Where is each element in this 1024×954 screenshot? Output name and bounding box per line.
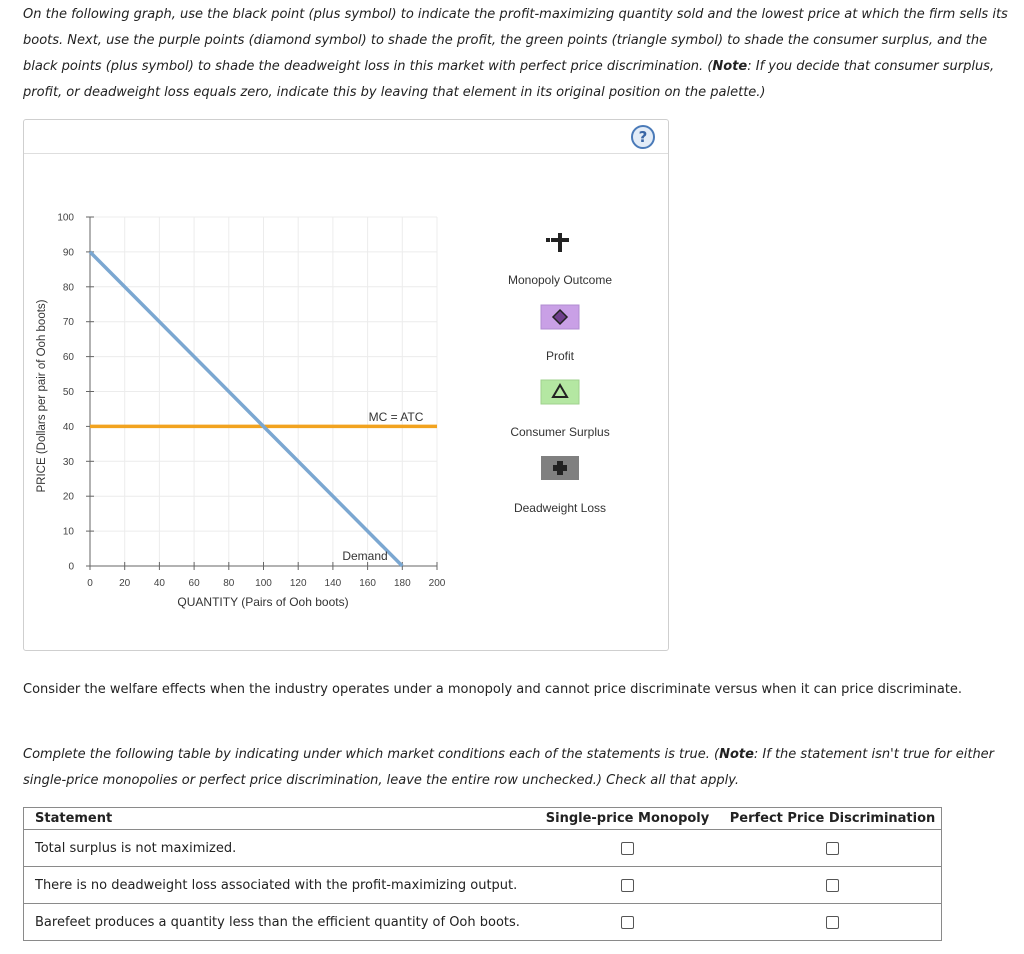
checkbox-perfect-discrimination-row-2[interactable] [826,879,839,892]
y-tick-label: 20 [62,491,74,503]
checkbox-single-price-row-2[interactable] [621,879,634,892]
y-tick-label: 70 [62,317,74,329]
graph-canvas[interactable] [24,120,668,650]
x-tick-label: 0 [87,578,93,589]
x-axis-label: QUANTITY (Pairs of Ooh boots) [177,595,349,609]
x-tick-label: 180 [393,578,411,589]
table-row [24,867,942,904]
demand-label: Demand [342,549,388,563]
axes [86,217,437,570]
palette-profit[interactable] [541,305,579,363]
x-tick-label: 40 [153,578,165,589]
palette-label-profit: Profit [545,349,575,363]
table-instructions-note-text: : If the statement isn't true for either single-price monopolies or perfect price discrimination, leave the entire row unchecked.) Check all that apply. [23,747,995,788]
header-perfect-price-discrimination: Perfect Price Discrimination [724,808,942,830]
statement-text: There is no deadweight loss associated with the profit-maximizing output. [24,867,532,904]
x-tick-label: 20 [119,578,131,589]
y-tick-label: 0 [68,561,74,573]
x-tick-label: 160 [359,578,376,589]
header-single-price-monopoly: Single-price Monopoly [531,808,724,830]
palette-monopoly-outcome[interactable] [508,233,612,287]
table-instructions [23,742,1013,794]
cell-perfect-discrimination [724,904,942,941]
instructions-note-text: : If you decide that consumer surplus, profit, or deadweight loss equals zero, indicate this by leaving that element in its original position on the palette.) [23,59,995,100]
palette-deadweight-loss[interactable] [514,456,606,515]
x-tick-label: 120 [289,578,307,589]
table-row [24,904,942,941]
palette-label-monopoly-outcome: Monopoly Outcome [507,273,613,287]
instructions [23,2,1018,106]
y-axis-label: PRICE (Dollars per pair of Ooh boots) [36,299,48,493]
x-tick-label: 200 [428,578,446,589]
y-tick-label: 90 [62,247,74,259]
welfare-text: Consider the welfare effects when the industry operates under a monopoly and cannot price discriminate versus when it can price discriminate. [23,682,963,697]
cell-single-price [531,867,724,904]
y-tick-labels [57,213,74,573]
y-tick-label: 80 [62,282,74,294]
checkbox-single-price-row-1[interactable] [621,842,634,855]
checkbox-perfect-discrimination-row-1[interactable] [826,842,839,855]
graph-panel [23,119,669,651]
checkbox-single-price-row-3[interactable] [621,916,634,929]
y-tick-label: 100 [57,212,74,224]
plus-point-icon-h[interactable] [551,238,569,242]
mc-atc-label: MC = ATC [368,410,424,424]
cell-perfect-discrimination [724,830,942,867]
table-note-label: Note [719,747,754,762]
palette [508,233,612,515]
checkbox-perfect-discrimination-row-3[interactable] [826,916,839,929]
table-header-row [24,808,942,830]
x-tick-label: 140 [324,578,342,589]
y-tick-label: 50 [62,387,74,398]
statement-table [23,807,942,941]
demand-curve [90,252,402,566]
cell-perfect-discrimination [724,867,942,904]
x-tick-label: 60 [188,578,200,589]
x-tick-labels [87,578,446,589]
palette-consumer-surplus[interactable] [510,380,609,439]
table-row [24,830,942,867]
y-tick-label: 30 [62,456,74,468]
instructions-text: On the following graph, use the black point (plus symbol) to indicate the profit-maximizing quantity sold and the lowest price at which the firm sells its boots. Next, use the purple points (diamond symbol) to shade the profit, the green points (triangle symbol) to shade the consumer surplus, and the black points (plus symbol) to shade the deadweight loss in this market with perfect price discrimination. ( [23,7,1008,74]
plus-point-icon-v[interactable] [558,233,562,252]
statement-text: Total surplus is not maximized. [24,830,532,867]
plus-icon-h[interactable] [553,465,567,471]
table-instructions-text: Complete the following table by indicating under which market conditions each of the statements is true. ( [23,747,720,762]
y-tick-label: 60 [62,352,74,364]
x-tick-label: 80 [223,578,235,589]
note-label: Note [712,59,748,74]
y-tick-label: 10 [62,526,74,538]
plus-point-icon[interactable] [546,238,550,242]
cell-single-price [531,830,724,867]
palette-label-consumer-surplus: Consumer Surplus [510,425,610,439]
palette-label-deadweight-loss: Deadweight Loss [513,501,607,515]
header-statement: Statement [24,808,532,830]
y-tick-label: 40 [62,421,74,433]
help-icon[interactable]: ? [631,125,655,149]
statement-text: Barefeet produces a quantity less than the efficient quantity of Ooh boots. [24,904,532,941]
grid [90,217,437,566]
cell-single-price [531,904,724,941]
x-tick-label: 100 [255,578,272,589]
